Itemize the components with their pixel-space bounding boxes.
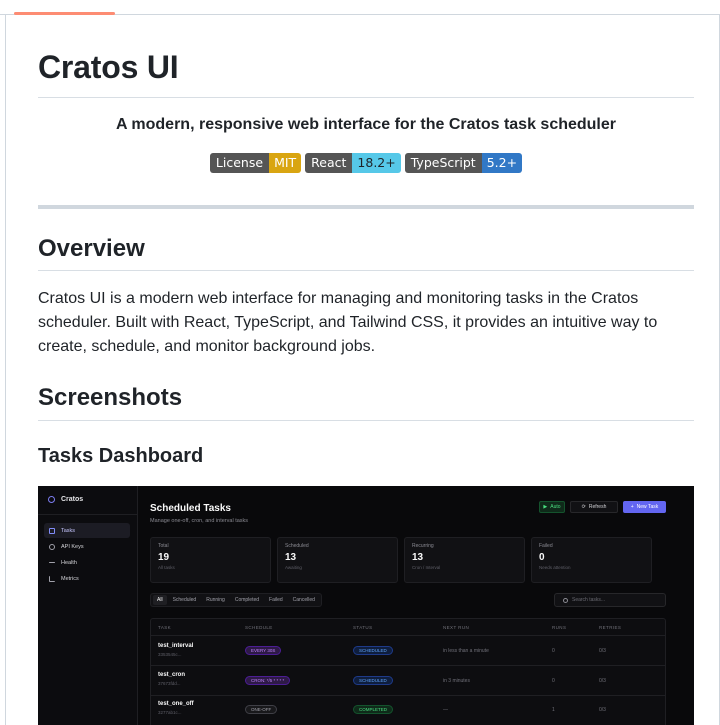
stat-label: Total xyxy=(158,543,169,549)
column-header[interactable]: SCHEDULE xyxy=(245,625,273,630)
badge-value: MIT xyxy=(269,153,301,173)
plus-icon: + xyxy=(630,504,634,510)
task-name[interactable]: test_interval xyxy=(158,643,194,649)
column-header[interactable]: STATUS xyxy=(353,625,373,630)
stat-label: Failed xyxy=(539,543,553,549)
column-header[interactable]: NEXT RUN xyxy=(443,625,470,630)
schedule-badge: CRON: */5 * * * * xyxy=(245,676,290,685)
readme-title: Cratos UI xyxy=(38,49,179,85)
sidebar-item-label: Tasks xyxy=(61,527,76,534)
filter-failed[interactable]: Failed xyxy=(269,597,283,603)
retry-count: 0/3 xyxy=(599,648,606,654)
divider xyxy=(38,270,694,271)
active-tab-indicator[interactable] xyxy=(14,12,115,15)
filter-cancelled[interactable]: Cancelled xyxy=(292,597,315,603)
new-task-label: New Task xyxy=(636,504,659,510)
stat-card-recurring xyxy=(404,537,525,583)
filter-scheduled[interactable]: Scheduled xyxy=(172,597,197,603)
stat-value: 13 xyxy=(412,552,424,563)
column-header[interactable]: TASK xyxy=(158,625,172,630)
react-badge[interactable] xyxy=(305,153,401,173)
stat-sub: Needs attention xyxy=(539,565,571,570)
filter-running[interactable]: Running xyxy=(206,597,225,603)
next-run: in less than a minute xyxy=(443,648,489,654)
stat-value: 19 xyxy=(158,552,170,563)
app-sidebar xyxy=(38,486,138,725)
auto-label: Auto xyxy=(550,504,561,510)
sidebar-item-api-keys[interactable] xyxy=(44,539,130,554)
stat-sub: All tasks xyxy=(158,565,175,570)
divider xyxy=(38,420,694,421)
task-name[interactable]: test_cron xyxy=(158,672,186,678)
run-count: 1 xyxy=(552,707,555,713)
run-count: 0 xyxy=(552,648,555,654)
stat-label: Scheduled xyxy=(285,543,309,549)
section-divider xyxy=(38,205,694,209)
brand-name: Cratos xyxy=(61,496,84,503)
dashboard-heading: Tasks Dashboard xyxy=(38,445,204,467)
status-badge: SCHEDULED xyxy=(353,676,393,685)
key-icon xyxy=(49,544,55,550)
screenshots-heading: Screenshots xyxy=(38,384,183,411)
new-task-button[interactable] xyxy=(623,501,666,513)
next-run: in 3 minutes xyxy=(443,678,470,684)
run-count: 0 xyxy=(552,678,555,684)
sidebar-divider xyxy=(38,514,138,515)
search-input[interactable] xyxy=(554,593,666,607)
schedule-badge: ONE-OFF xyxy=(245,705,277,714)
search-icon xyxy=(563,598,568,603)
border-left xyxy=(5,15,6,725)
badge-key: TypeScript xyxy=(405,153,482,173)
column-header[interactable]: RETRIES xyxy=(599,625,622,630)
task-id: 3353545c... xyxy=(158,652,182,657)
dashboard-screenshot xyxy=(38,486,694,725)
filter-all[interactable]: All xyxy=(153,595,167,605)
sidebar-item-health[interactable] xyxy=(44,555,130,570)
sidebar-item-label: API Keys xyxy=(61,543,84,550)
readme-subtitle: A modern, responsive web interface for the Cratos task scheduler xyxy=(116,116,616,133)
stat-card-total xyxy=(150,537,271,583)
divider xyxy=(38,97,694,98)
tab-bar xyxy=(0,0,720,15)
badge-value: 18.2+ xyxy=(352,153,400,173)
sidebar-item-label: Health xyxy=(61,559,77,566)
sidebar-item-metrics[interactable] xyxy=(44,571,130,586)
license-badge[interactable] xyxy=(210,153,301,173)
table-divider xyxy=(150,635,666,636)
table-row-divider xyxy=(150,695,666,696)
sidebar-item-label: Metrics xyxy=(61,575,79,582)
pulse-icon xyxy=(49,562,55,563)
stat-value: 13 xyxy=(285,552,297,563)
stat-value: 0 xyxy=(539,552,545,563)
retry-count: 0/3 xyxy=(599,678,606,684)
badge-row xyxy=(38,153,694,173)
search-placeholder: Search tasks... xyxy=(572,597,606,603)
refresh-label: Refresh xyxy=(588,504,607,510)
badge-key: React xyxy=(305,153,352,173)
app-main xyxy=(150,486,694,725)
list-icon xyxy=(49,528,55,534)
clock-icon xyxy=(48,496,55,503)
status-filter-tabs xyxy=(150,593,322,607)
retry-count: 0/3 xyxy=(599,707,606,713)
task-id: 3277ab1c... xyxy=(158,710,182,715)
status-badge: SCHEDULED xyxy=(353,646,393,655)
page-title: Scheduled Tasks xyxy=(150,503,231,514)
auto-refresh-toggle[interactable] xyxy=(539,501,565,513)
overview-heading: Overview xyxy=(38,235,145,262)
badge-value: 5.2+ xyxy=(482,153,522,173)
table-row-divider xyxy=(150,665,666,666)
next-run: — xyxy=(443,707,448,713)
stat-sub: Awaiting xyxy=(285,565,302,570)
typescript-badge[interactable] xyxy=(405,153,522,173)
bar-chart-icon xyxy=(49,576,55,582)
column-header[interactable]: RUNS xyxy=(552,625,567,630)
task-id: 37673fdd... xyxy=(158,681,181,686)
stat-label: Recurring xyxy=(412,543,434,549)
task-name[interactable]: test_one_off xyxy=(158,701,194,707)
stat-card-scheduled xyxy=(277,537,398,583)
page-subtitle: Manage one-off, cron, and interval tasks xyxy=(150,518,249,524)
sidebar-item-tasks[interactable] xyxy=(44,523,130,538)
status-badge: COMPLETED xyxy=(353,705,393,714)
filter-completed[interactable]: Completed xyxy=(234,597,260,603)
schedule-badge: EVERY 30S xyxy=(245,646,281,655)
play-icon: ▶ xyxy=(543,504,548,510)
refresh-icon: ⟳ xyxy=(581,504,586,510)
stat-card-failed xyxy=(531,537,652,583)
overview-text: Cratos UI is a modern web interface for managing and monitoring tasks in the Cratos scheduler. Built with React, TypeScript, and Tailwind CSS, it provides an intuitive way to create, schedule, and monitor background jobs. xyxy=(38,290,658,355)
stat-sub: Cron / Interval xyxy=(412,565,441,570)
app-brand xyxy=(48,496,83,503)
badge-key: License xyxy=(210,153,269,173)
refresh-button[interactable] xyxy=(570,501,618,513)
